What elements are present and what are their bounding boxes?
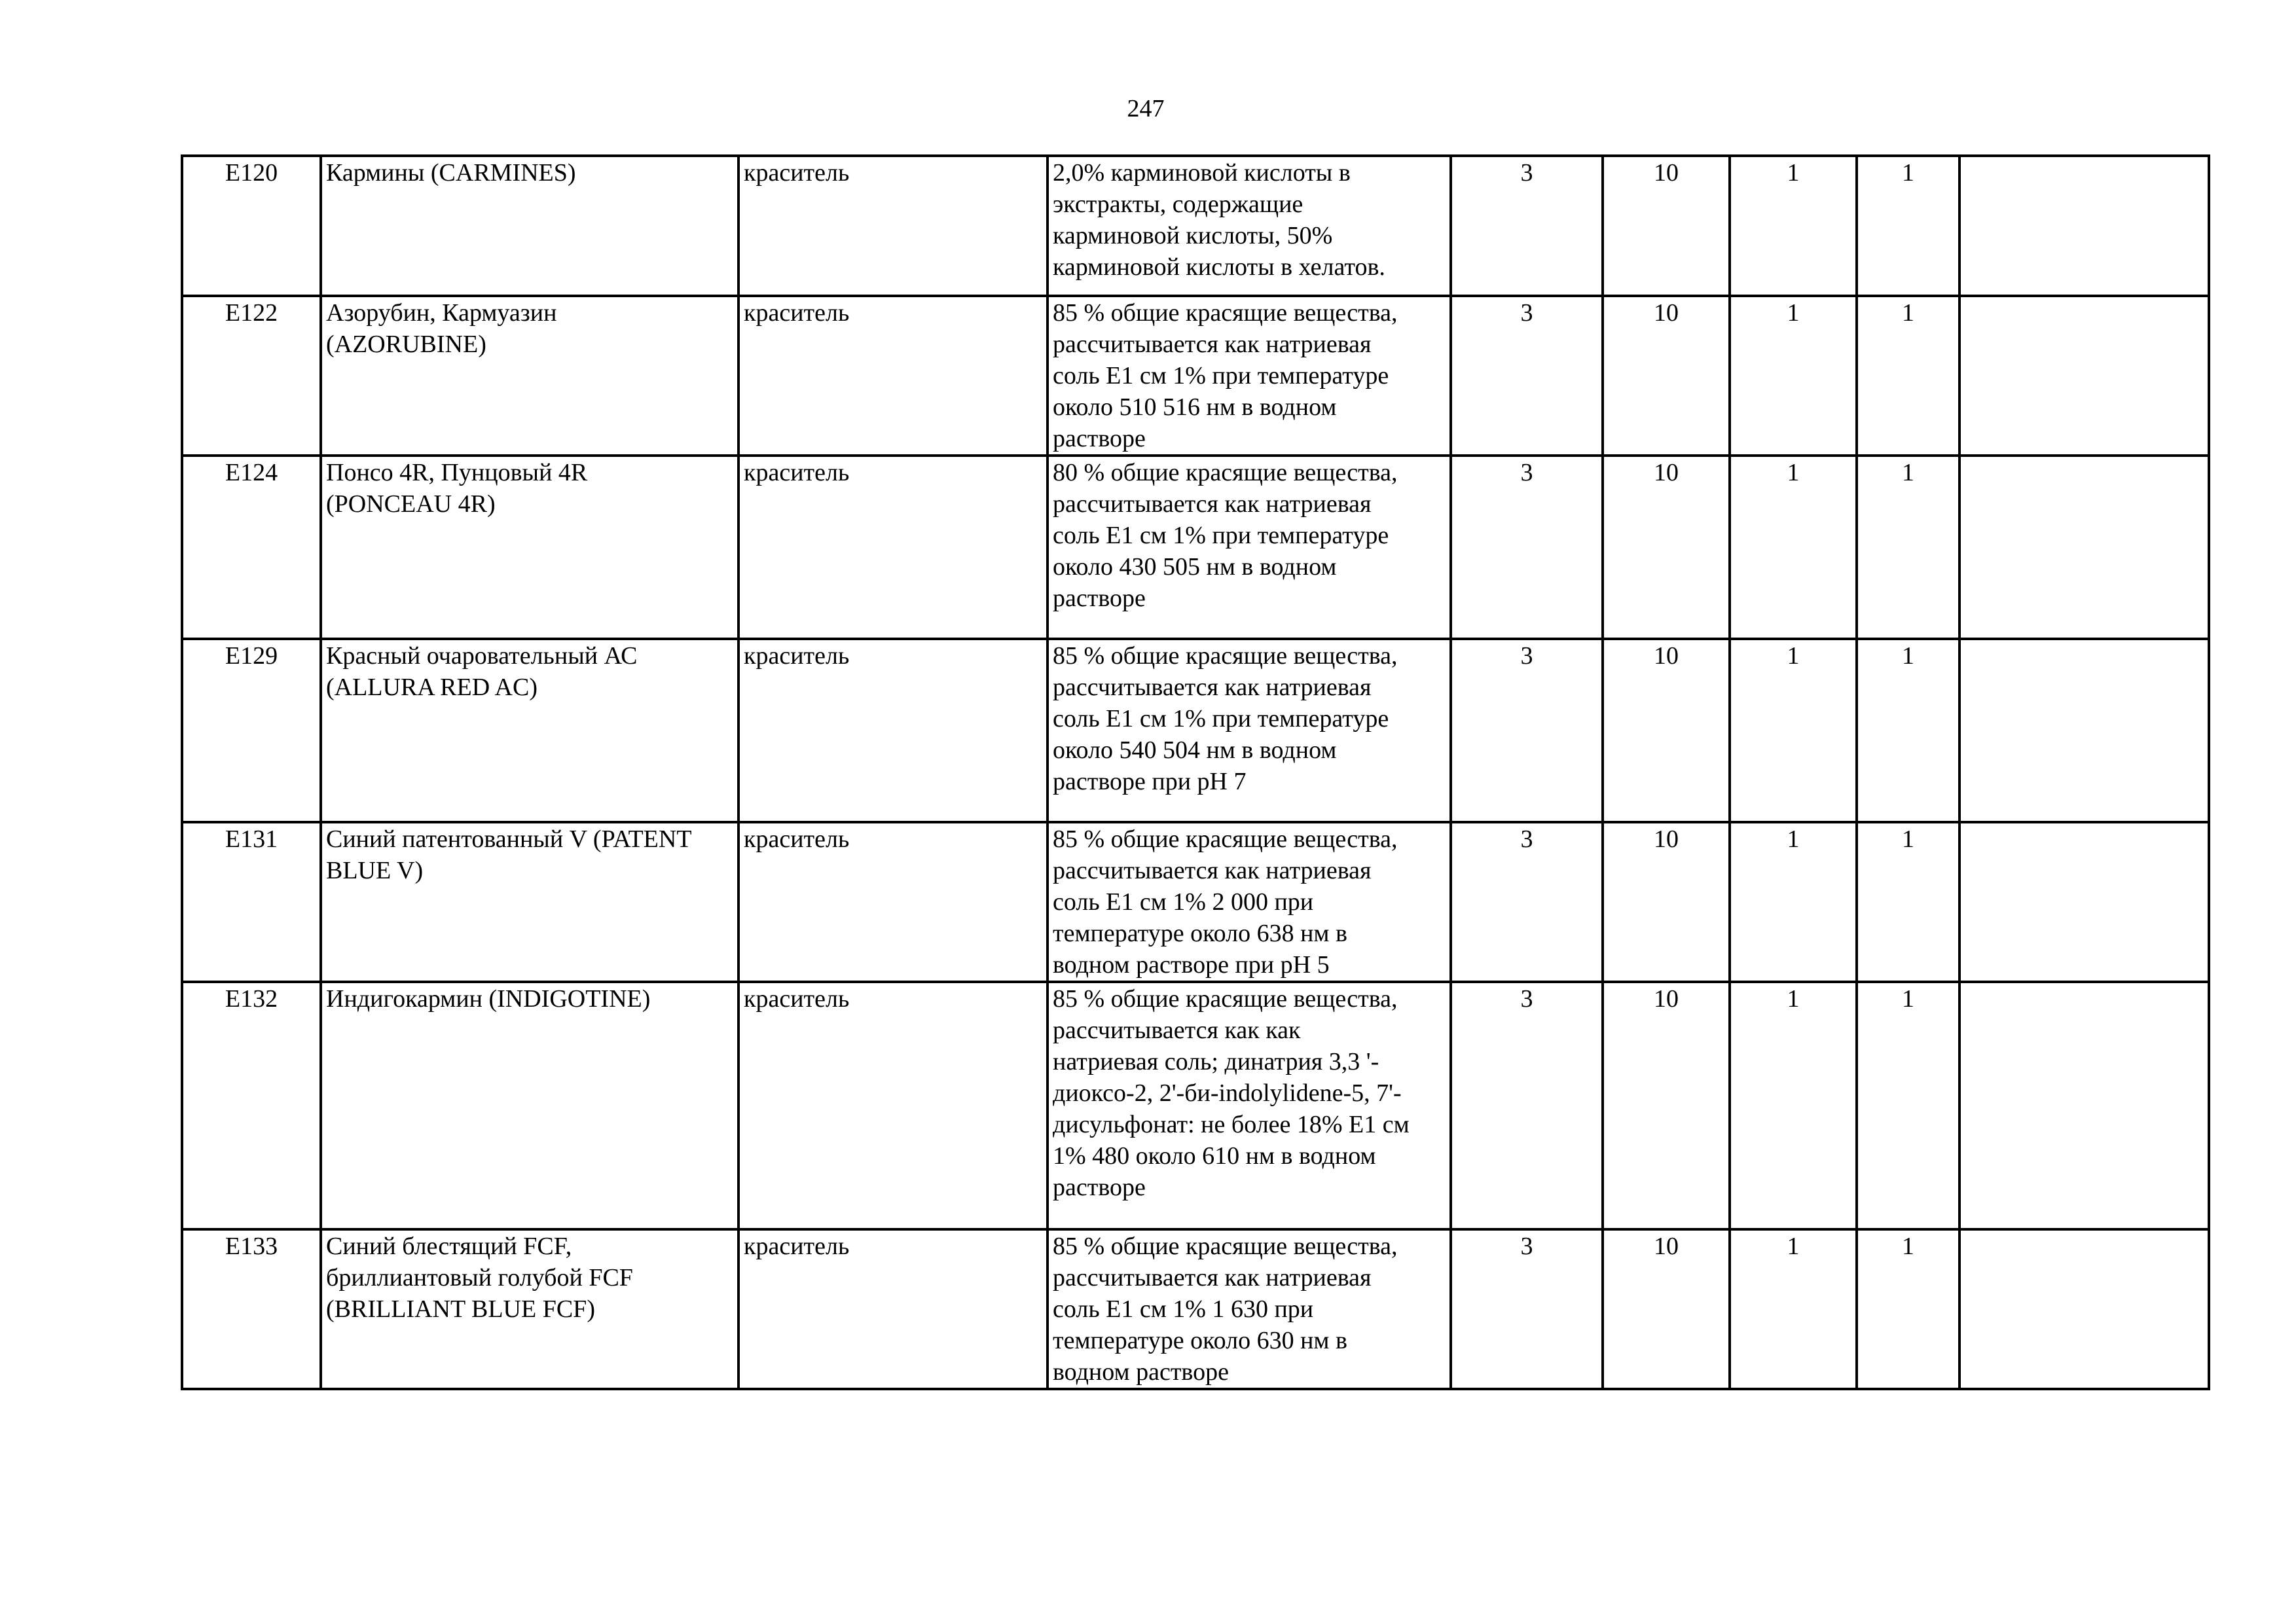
value-4-cell: 1 [1857,1229,1959,1389]
additive-code-cell: E120 [182,156,321,296]
value-1-cell: 3 [1451,1229,1603,1389]
note-cell [1959,639,2209,822]
note-cell [1959,456,2209,639]
additive-code-cell: E133 [182,1229,321,1389]
value-1-cell: 3 [1451,456,1603,639]
additive-name-cell: Красный очаровательный АС (ALLURA RED AC) [321,639,738,822]
additive-spec-cell: 85 % общие красящие вещества, рассчитывается как натриевая соль E1 см 1% при температуре около 540 504 нм в водном растворе при pH 7 [1048,639,1451,822]
value-3-cell: 1 [1730,1229,1857,1389]
additive-function-cell: краситель [738,456,1048,639]
value-1-cell: 3 [1451,296,1603,456]
page-number: 247 [1127,95,1165,122]
additive-code-cell: E129 [182,639,321,822]
table-row [182,296,2209,456]
note-cell [1959,822,2209,982]
additive-function-cell: краситель [738,639,1048,822]
additive-name-cell: Синий блестящий FCF, бриллиантовый голубой FCF (BRILLIANT BLUE FCF) [321,1229,738,1389]
value-3-cell: 1 [1730,156,1857,296]
value-3-cell: 1 [1730,822,1857,982]
additive-spec-cell: 85 % общие красящие вещества, рассчитывается как натриевая соль E1 см 1% 2 000 при температуре около 638 нм в водном растворе при pH 5 [1048,822,1451,982]
additive-function-cell: краситель [738,296,1048,456]
table-row [182,456,2209,639]
additive-function-cell: краситель [738,822,1048,982]
value-2-cell: 10 [1603,822,1730,982]
additive-code-cell: E131 [182,822,321,982]
value-4-cell: 1 [1857,822,1959,982]
value-2-cell: 10 [1603,639,1730,822]
note-cell [1959,156,2209,296]
table-row [182,822,2209,982]
additive-code-cell: E124 [182,456,321,639]
table-row [182,156,2209,296]
additive-name-cell: Азорубин, Кармуазин (AZORUBINE) [321,296,738,456]
value-2-cell: 10 [1603,456,1730,639]
table-row [182,982,2209,1229]
additive-spec-cell: 80 % общие красящие вещества, рассчитывается как натриевая соль E1 см 1% при температуре около 430 505 нм в водном растворе [1048,456,1451,639]
value-4-cell: 1 [1857,456,1959,639]
table-row [182,1229,2209,1389]
additive-code-cell: E122 [182,296,321,456]
value-3-cell: 1 [1730,456,1857,639]
additive-code-cell: E132 [182,982,321,1229]
value-4-cell: 1 [1857,296,1959,456]
additive-function-cell: краситель [738,982,1048,1229]
additive-name-cell: Понсо 4R, Пунцовый 4R (PONCEAU 4R) [321,456,738,639]
additive-name-cell: Синий патентованный V (PATENT BLUE V) [321,822,738,982]
value-2-cell: 10 [1603,982,1730,1229]
value-2-cell: 10 [1603,156,1730,296]
additive-spec-cell: 2,0% карминовой кислоты в экстракты, содержащие карминовой кислоты, 50% карминовой кислоты в хелатов. [1048,156,1451,296]
value-4-cell: 1 [1857,639,1959,822]
additive-function-cell: краситель [738,156,1048,296]
value-4-cell: 1 [1857,982,1959,1229]
value-3-cell: 1 [1730,296,1857,456]
value-1-cell: 3 [1451,156,1603,296]
value-4-cell: 1 [1857,156,1959,296]
additive-name-cell: Индигокармин (INDIGOTINE) [321,982,738,1229]
note-cell [1959,982,2209,1229]
value-1-cell: 3 [1451,822,1603,982]
value-3-cell: 1 [1730,639,1857,822]
additive-name-cell: Кармины (CARMINES) [321,156,738,296]
note-cell [1959,1229,2209,1389]
value-1-cell: 3 [1451,639,1603,822]
note-cell [1959,296,2209,456]
table-row [182,639,2209,822]
additives-table [181,154,2210,1390]
additive-spec-cell: 85 % общие красящие вещества, рассчитывается как как натриевая соль; динатрия 3,3 '- диоксо-2, 2'-би-indolylidene-5, 7'- дисульфонат: не более 18% E1 см 1% 480 около 610 нм в водном растворе [1048,982,1451,1229]
value-3-cell: 1 [1730,982,1857,1229]
additive-spec-cell: 85 % общие красящие вещества, рассчитывается как натриевая соль E1 см 1% при температуре около 510 516 нм в водном растворе [1048,296,1451,456]
additive-spec-cell: 85 % общие красящие вещества, рассчитывается как натриевая соль E1 см 1% 1 630 при температуре около 630 нм в водном растворе [1048,1229,1451,1389]
value-1-cell: 3 [1451,982,1603,1229]
additive-function-cell: краситель [738,1229,1048,1389]
value-2-cell: 10 [1603,1229,1730,1389]
value-2-cell: 10 [1603,296,1730,456]
